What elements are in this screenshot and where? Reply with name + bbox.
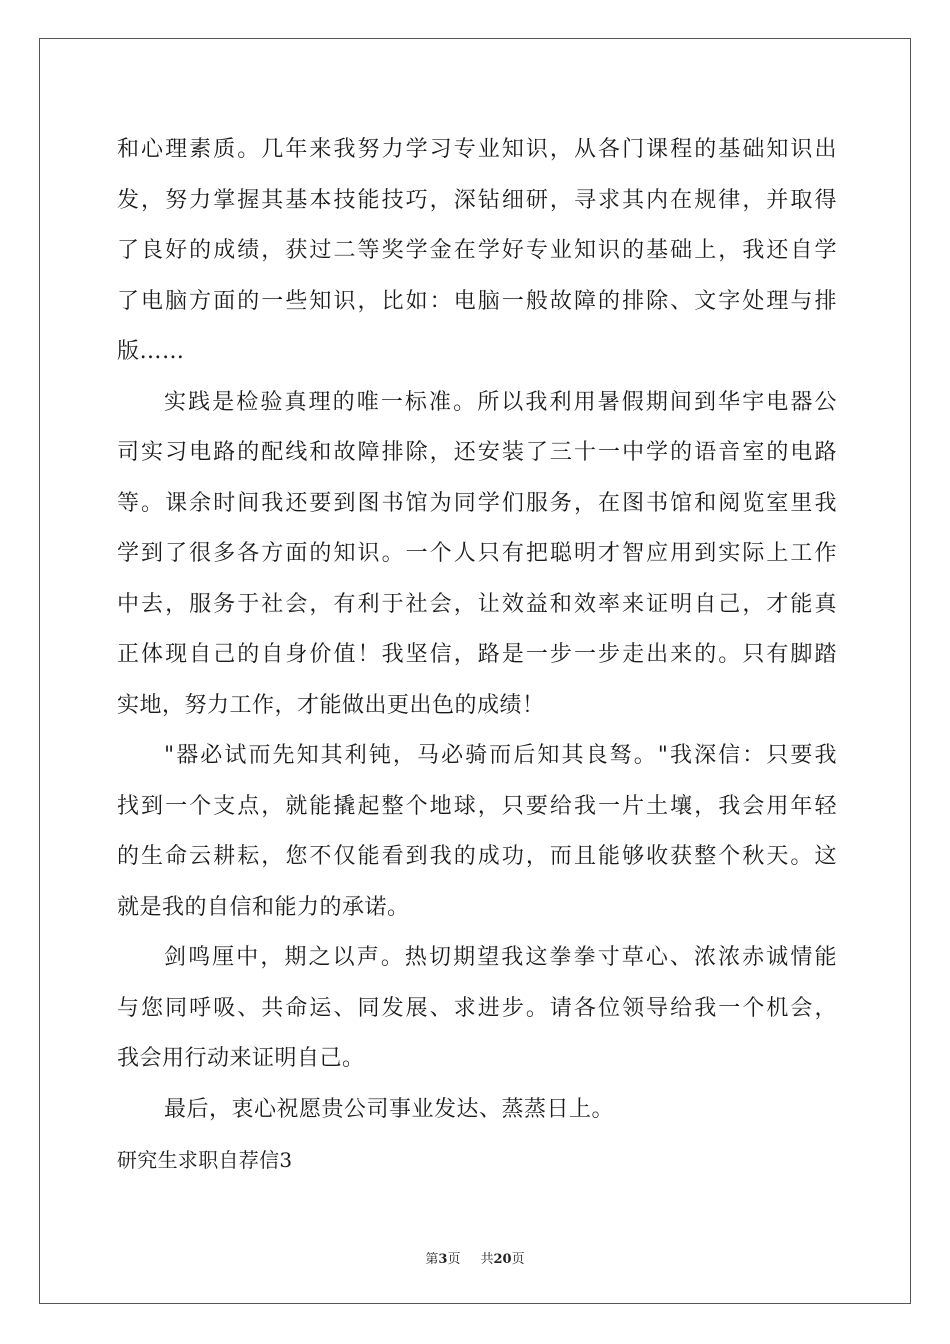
text-line: 剑鸣厘中，期之以声。热切期望我这拳拳寸草心、浓浓赤诚情能 [164, 945, 837, 970]
text-line: 了良好的成绩，获过二等奖学金在学好专业知识的基础上，我还自学 [117, 238, 837, 263]
page-suffix: 页 [447, 1252, 461, 1267]
current-page-number: 3 [438, 1252, 448, 1267]
text-line: 等。课余时间我还要到图书馆为同学们服务，在图书馆和阅览室里我 [117, 490, 837, 516]
text-line: 就是我的自信和能力的承诺。 [117, 894, 410, 920]
text-line: 实践是检验真理的唯一标准。所以我利用暑假期间到华宇电器公 [164, 389, 837, 415]
page-prefix: 第 [425, 1252, 439, 1267]
total-pages: 20 [493, 1252, 512, 1267]
text-line: 了电脑方面的一些知识，比如：电脑一般故障的排除、文字处理与排 [117, 288, 837, 314]
text-line: 实地，努力工作，才能做出更出色的成绩！ [117, 692, 545, 718]
text-line: 最后，衷心祝愿贵公司事业发达、蒸蒸日上。 [164, 1096, 615, 1122]
text-line: 和心理素质。几年来我努力学习专业知识，从各门课程的基础知识出 [117, 137, 837, 162]
text-line: 与您同呼吸、共命运、同发展、求进步。请各位领导给我一个机会， [117, 995, 837, 1021]
section-heading: 研究生求职自荐信3 [117, 1148, 293, 1172]
text-line: 我会用行动来证明自己。 [117, 1046, 365, 1071]
text-line: 版…… [117, 339, 185, 364]
text-line: 发，努力掌握其基本技能技巧，深钻细研，寻求其内在规律，并取得 [117, 187, 837, 213]
total-suffix: 页 [511, 1252, 525, 1267]
total-prefix: 共 [480, 1252, 494, 1267]
text-line: 找到一个支点，就能撬起整个地球，只要给我一片土壤，我会用年轻 [117, 793, 837, 819]
text-line: 学到了很多各方面的知识。一个人只有把聪明才智应用到实际上工作 [117, 541, 837, 566]
text-line: 的生命云耕耘，您不仅能看到我的成功，而且能够收获整个秋天。这 [117, 844, 837, 869]
text-line: 正体现自己的自身价值！我坚信，路是一步一步走出来的。只有脚踏 [117, 642, 837, 667]
text-line: "器必试而先知其利钝，马必骑而后知其良驽。"我深信：只要我 [164, 743, 837, 768]
text-line: 中去，服务于社会，有利于社会，让效益和效率来证明自己，才能真 [117, 591, 837, 617]
document-body [117, 125, 837, 1186]
text-line: 司实习电路的配线和故障排除，还安装了三十一中学的语音室的电路 [117, 440, 837, 465]
page-footer [0, 1248, 950, 1267]
